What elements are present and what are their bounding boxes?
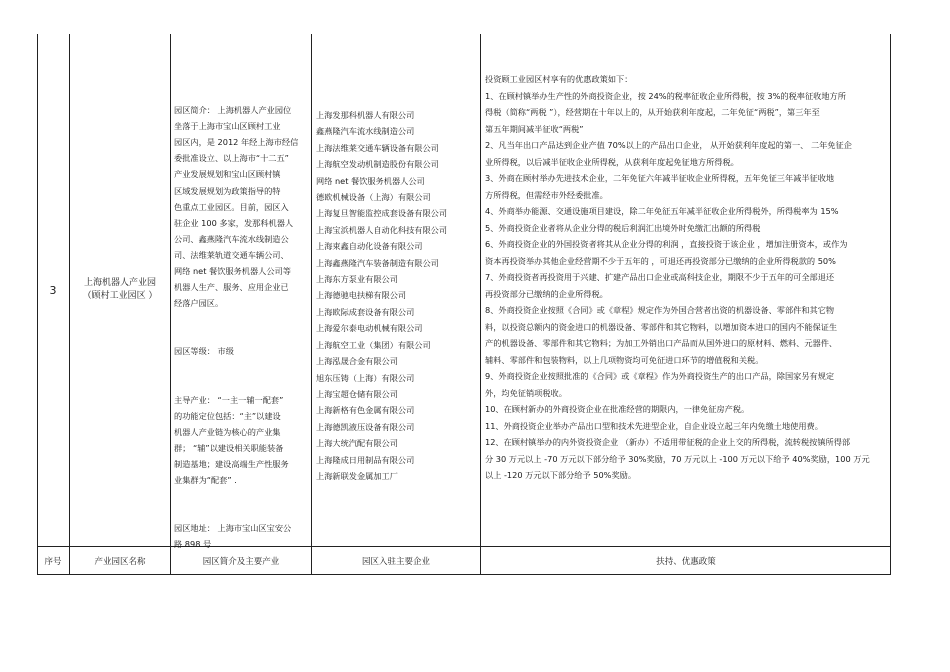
policy-line: 方所得税，但需经市外经委批准。: [485, 189, 608, 200]
header-col-companies: 园区入驻主要企业: [361, 557, 430, 567]
column-divider: [311, 34, 312, 575]
company-item: 旭东压铸（上海）有限公司: [316, 372, 415, 383]
company-item: 上海德凯液压设备有限公司: [316, 421, 415, 432]
header-col-park-name: 产业园区名称: [94, 557, 146, 567]
park-intro: [174, 86, 308, 569]
park-name-cell: [70, 34, 170, 546]
policy-line: 产的机器设备、零部件和其它物料；为加工外销出口产品而从国外进口的原材料、燃料、元器件、: [485, 338, 838, 348]
policy-line: 8、外商投资企业按照《合同》或《章程》规定作为外国合营者出资的机器设备、零部件和其它物: [485, 305, 835, 315]
park-name-sub: （顾村工业园区 ）: [82, 291, 158, 301]
policy-line: 10、在顾村新办的外商投资企业在批准经营的期限内，一律免征房产税。: [485, 404, 750, 414]
policy-line: 4、外商举办能源、交通设施项目建设，除二年免征五年减半征收企业所得税外，所得税率为 15%: [485, 206, 839, 216]
company-list: [316, 107, 478, 484]
company-item: 上海新格有色金属有限公司: [316, 405, 415, 416]
company-item: 上海欧际成套设备有限公司: [316, 306, 415, 317]
policy-line: 3、外商在顾村举办先进技术企业，二年免征六年减半征收企业所得税，五年免征三年减半征收地: [485, 173, 835, 183]
company-item: 上海泓晟合金有限公司: [316, 356, 398, 367]
company-item: 上海航空工业（集团）有限公司: [316, 339, 431, 350]
policy-line: 料，以投资总额内的资金进口的机器设备、零部件和其它物料，以增加资本进口的国内不能保证生: [485, 321, 838, 332]
company-item: 上海宝浜机器人自动化科技有限公司: [316, 224, 448, 235]
policy-line: 以上 -120 万元以下部分给予 50%奖励。: [485, 470, 637, 480]
company-item: 上海鑫燕隆汽车装备制造有限公司: [316, 257, 439, 268]
policy-line: 11、外商投资企业举办产品出口型和技术先进型企业，自企业设立起三年内免缴土地使用费。: [485, 420, 823, 431]
company-item: 上海航空发动机制造股份有限公司: [316, 159, 439, 170]
column-divider: [170, 34, 171, 575]
policy-line: 9、外商投资企业按照批准的《合同》或《章程》作为外商投资生产的出口产品，除国家另有规定: [485, 371, 835, 381]
policy-text: [485, 71, 889, 484]
company-item: 上海法维莱交通车辆设备有限公司: [316, 142, 439, 153]
policy-line: 再投资部分已缴纳的企业所得税。: [485, 288, 608, 299]
policy-line: 第五年期间减半征收“两税”: [485, 123, 584, 134]
company-item: 上海新联发金属加工厂: [316, 470, 398, 481]
park-address: 园区地址： 上海市宝山区宝安公 路 898 号: [174, 523, 292, 550]
company-item: 鑫燕隆汽车流水线制造公司: [316, 126, 415, 137]
header-col-intro: 园区简介及主要产业: [202, 557, 280, 567]
company-item: 上海东方泵业有限公司: [316, 274, 398, 285]
policy-line: 资本再投资举办其他企业经营期不少于五年的 ，可退还再投资部分已缴纳的企业所得税款的 50%: [485, 255, 836, 266]
policy-line: 1、在顾村镇举办生产性的外商投资企业，按 24%的税率征收企业所得税，按 3%的税率征收地方所: [485, 90, 846, 101]
company-item: 上海复旦智能监控成套设备有限公司: [316, 208, 448, 219]
company-item: 网络 net 餐饮服务机器人公司: [316, 175, 425, 186]
company-item: 上海大统汽配有限公司: [316, 438, 398, 449]
company-item: 上海束鑫自动化设备有限公司: [316, 241, 423, 252]
row-number: 3: [49, 283, 57, 297]
column-divider: [480, 34, 481, 575]
policy-line: 6、外商投资企业的外国投资者将其从企业分得的利润 ，直接投资于该企业 ，增加注册资本，或作为: [485, 239, 848, 249]
company-item: 德欧机械设备（上海）有限公司: [316, 192, 431, 203]
leading-industry: 主导产业： “一主一辅一配套” 的功能定位包括：“主”以建设 机器人产业链为核心的产业集 群； “辅”以建设相关职能装备 制造基地；建设高端生产性服务 业集群为“配套” .: [174, 394, 289, 486]
header-col-policy: 扶持、优惠政策: [656, 557, 716, 567]
company-item: 上海德驰电扶梯有限公司: [316, 290, 407, 301]
company-item: 上海发那科机器人有限公司: [316, 110, 415, 120]
company-item: 上海爱尔泰电动机械有限公司: [316, 323, 423, 334]
intro-description: 园区简介： 上海机器人产业园位 坐落于上海市宝山区顾村工业 园区内，是 2012 年经上海市经信 委批准设立、以上海市“十二五” 产业发展规划和宝山区顾村镇 区域发展规划为政策指导的特 色重点工业园区。目前，园区入 驻企业 100 多家，发那科机器人 公司、鑫燕隆汽车流水线制造公 司、法维莱轨道交通车辆公司、 网络 net 餐饮服务机器人公司等 机器人生产、服务、应用企业已 经落户园区。: [174, 105, 299, 309]
policy-line: 12、在顾村镇举办的内外资投资企业 （新办）不适用带征税的企业上交的所得税，流转税按镇所得部: [485, 437, 851, 447]
company-item: 上海隆成日用制品有限公司: [316, 454, 415, 465]
park-name: 上海机器人产业园: [83, 278, 156, 288]
policy-line: 外，均免征销项税收。: [485, 387, 567, 398]
policy-line: 辅料、零部件和包装物料，以上几项物资均可免征进口环节的增值税和关税。: [485, 354, 764, 365]
header-col-number: 序号: [44, 557, 62, 567]
policy-line: 分 30 万元以上 -70 万元以下部分给予 30%奖励，70 万元以上 -100 万元以下给予 40%奖励，100 万元: [485, 453, 870, 464]
policy-line: 得税（简称“两税 ”），经营期在十年以上的，从开始获利年度起，二年免征“两税”，第三年至: [485, 107, 820, 117]
company-item: 上海宝超仓储有限公司: [316, 388, 398, 399]
policy-line: 业所得税，以后减半征收企业所得税，从获利年度起免征地方所得税。: [485, 156, 739, 167]
policy-line: 7、外商投资者再投资用于兴建、扩建产品出口企业或高科技企业，期限不少于五年的可全部退还: [485, 272, 835, 282]
policy-line: 投资顾工业园区村享有的优惠政策如下：: [485, 74, 633, 84]
park-level: 园区等级： 市级: [174, 346, 234, 357]
policy-line: 5、外商投资企业者将从企业分得的税后利润汇出境外时免缴汇出额的所得税: [485, 222, 761, 233]
policy-line: 2、凡当年出口产品达到企业产值 70%以上的产品出口企业， 从开始获利年度起的第一、 二年免征企: [485, 140, 852, 150]
